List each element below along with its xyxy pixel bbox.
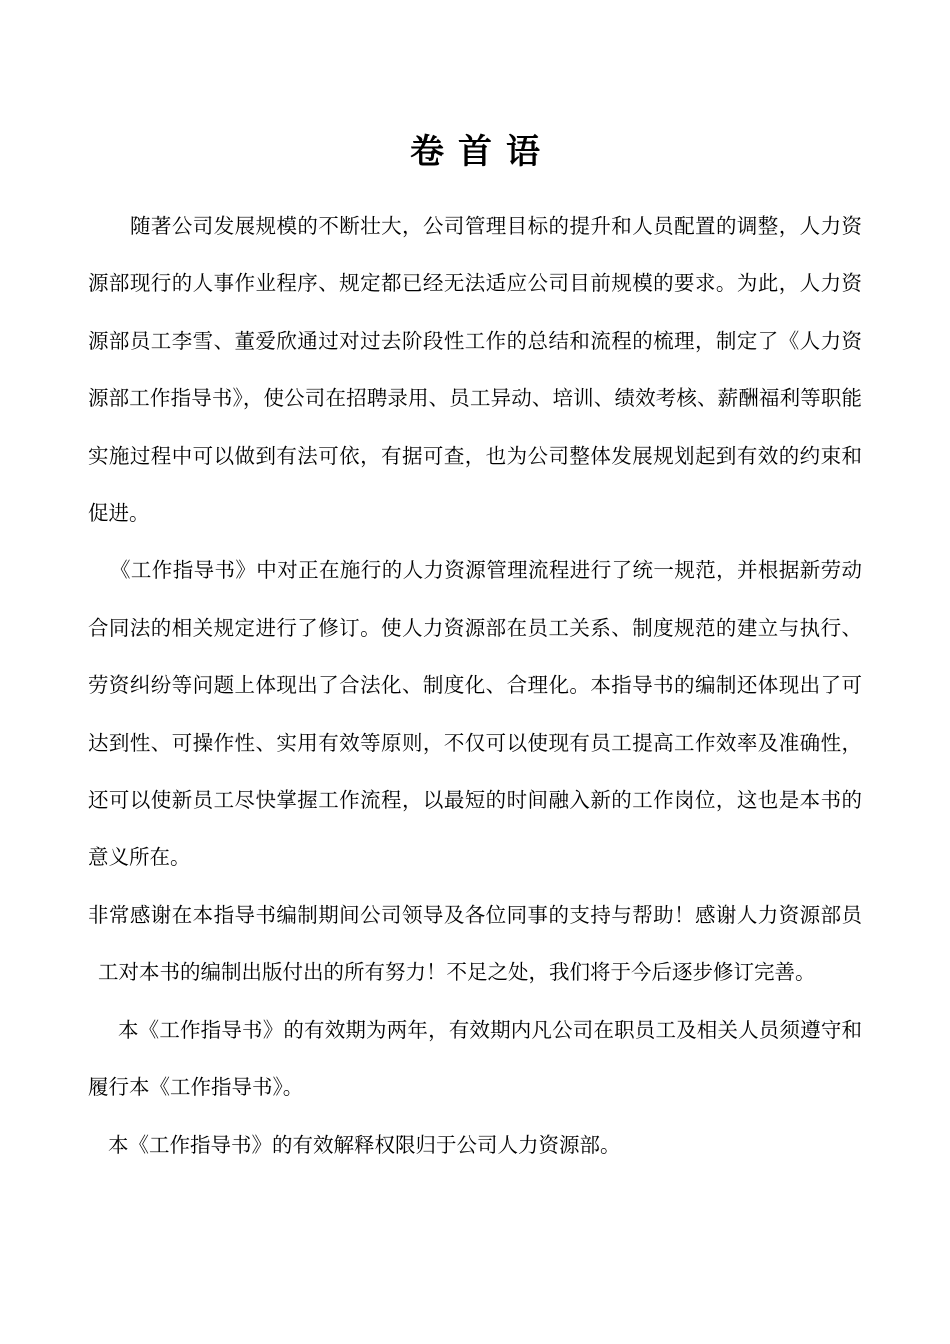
paragraph-acknowledgement: 非常感谢在本指导书编制期间公司领导及各位同事的支持与帮助！感谢人力资源部员工对本书的编制出版付出的所有努力！不足之处，我们将于今后逐步修订完善。 — [88, 902, 862, 985]
paragraph-interpretation: 本《工作指导书》的有效解释权限归于公司人力资源部。 — [108, 1132, 621, 1157]
paragraph-guide-content: 《工作指导书》中对正在施行的人力资源管理流程进行了统一规范，并根据新劳动合同法的相关规定进行了修订。使人力资源部在员工关系、制度规范的建立与执行、劳资纠纷等问题上体现出了合法化、制度化、合理化。本指导书的编制还体现出了可达到性、可操作性、实用有效等原则，不仅可以使现有员工提高工作效率及准确性，还可以使新员工尽快掌握工作流程，以最短的时间融入新的工作岗位，这也是本书的意义所在。 — [88, 558, 862, 870]
paragraph-intro: 随著公司发展规模的不断壮大，公司管理目标的提升和人员配置的调整，人力资源部现行的人事作业程序、规定都已经无法适应公司目前规模的要求。为此，人力资源部员工李雪、董爱欣通过对过去阶段性工作的总结和流程的梳理，制定了《人力资源部工作指导书》，使公司在招聘录用、员工异动、培训、绩效考核、薪酬福利等职能实施过程中可以做到有法可依，有据可查，也为公司整体发展规划起到有效的约束和促进。 — [88, 214, 862, 526]
document-body — [88, 198, 862, 1174]
paragraph-validity: 本《工作指导书》的有效期为两年，有效期内凡公司在职员工及相关人员须遵守和履行本《工作指导书》。 — [88, 1017, 862, 1100]
page-title: 卷首语 — [410, 132, 554, 172]
